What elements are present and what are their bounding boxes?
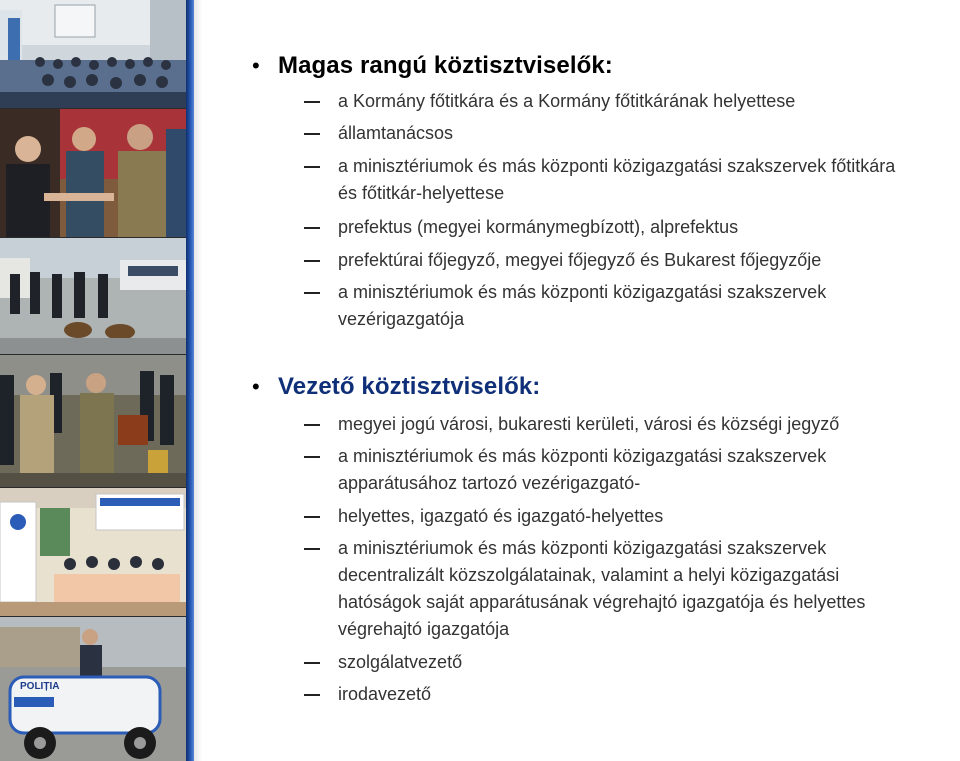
conference-photo (0, 0, 186, 108)
heading-text: Vezető köztisztviselők: (278, 373, 541, 400)
dash-icon (304, 101, 320, 103)
list-item-text-cont: végrehajtó igazgatója (338, 619, 510, 639)
band-shadow (194, 0, 202, 761)
list-item-text: irodavezető (338, 684, 432, 704)
section-heading-senior (252, 52, 613, 80)
slide-content (250, 0, 955, 761)
list-item-text: a minisztériumok és más központi közigazgatási szakszervek főtitkára (338, 156, 896, 176)
list-item-text: a minisztériumok és más központi közigazgatási szakszervek (338, 282, 827, 302)
list-item-text-cont: vezérigazgatója (338, 309, 465, 329)
panel-meeting-photo (0, 488, 186, 616)
list-item-text-cont: apparátusához tartozó vezérigazgató- (338, 473, 641, 493)
police-motorcycle-photo (0, 617, 186, 761)
list-item-text: a minisztériumok és más központi közigazgatási szakszervek (338, 538, 827, 558)
list-item-text: államtanácsos (338, 123, 454, 143)
list-item-text: prefektúrai főjegyző, megyei főjegyző és Bukarest főjegyzője (338, 250, 822, 270)
dash-icon (304, 694, 320, 696)
dash-icon (304, 133, 320, 135)
heading-text: Magas rangú köztisztviselők: (278, 52, 613, 79)
dash-icon (304, 260, 320, 262)
military-ceremony-photo (0, 355, 186, 487)
list-item-text: prefektus (megyei kormánymegbízott), alprefektus (338, 217, 739, 237)
list-item-text-cont: és főtitkár-helyettese (338, 183, 505, 203)
dash-icon (304, 227, 320, 229)
section-heading-executive (252, 373, 540, 401)
dash-icon (304, 456, 320, 458)
list-item-text: helyettes, igazgató és igazgató-helyettes (338, 506, 664, 526)
dash-icon (304, 548, 320, 550)
list-item-text: a minisztériumok és más központi közigazgatási szakszervek (338, 446, 827, 466)
politia-badge: POLIȚIA (20, 681, 60, 692)
list-item-text: szolgálatvezető (338, 652, 463, 672)
list-item-text-cont: decentralizált közszolgálatainak, valamint a helyi közigazgatási (338, 565, 840, 585)
dash-icon (304, 292, 320, 294)
blue-divider-band (186, 0, 194, 761)
dash-icon (304, 662, 320, 664)
list-item-text-cont: hatóságok saját apparátusának végrehajtó igazgatója és helyettes (338, 592, 866, 612)
handshake-officers-photo (0, 109, 186, 237)
photo-collage (0, 0, 186, 761)
bullet-icon: • (252, 53, 260, 78)
list-item-text: a Kormány főtitkára és a Kormány főtitkárának helyettese (338, 91, 796, 111)
dash-icon (304, 424, 320, 426)
dash-icon (304, 166, 320, 168)
police-dogs-photo (0, 238, 186, 354)
list-item-text: megyei jogú városi, bukaresti kerületi, városi és községi jegyző (338, 414, 840, 434)
bullet-icon: • (252, 374, 260, 399)
dash-icon (304, 516, 320, 518)
